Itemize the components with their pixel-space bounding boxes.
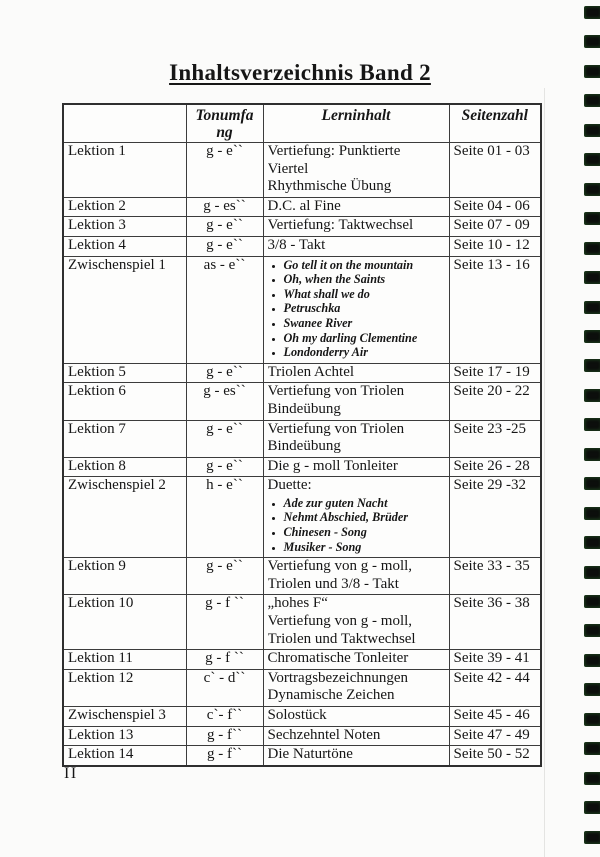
binding-hole	[584, 212, 600, 225]
table-row	[63, 236, 541, 256]
row-range: as - e``	[186, 256, 263, 363]
content-line: Vertiefung von Triolen	[267, 383, 405, 400]
row-label: Lektion 5	[63, 363, 186, 383]
row-range: g - es``	[186, 197, 263, 217]
table-row	[63, 363, 541, 383]
binding-hole	[584, 301, 600, 314]
table-row	[63, 650, 541, 670]
row-content	[263, 477, 449, 558]
content-line: Die Naturtöne	[267, 746, 353, 763]
row-label: Lektion 6	[63, 383, 186, 420]
song-item: • Ade zur guten Nacht	[284, 496, 446, 511]
content-line: Vertiefung von g - moll,	[267, 558, 413, 575]
content-line: D.C. al Fine	[267, 197, 341, 214]
row-content	[263, 726, 449, 746]
row-pages: Seite 04 - 06	[449, 197, 541, 217]
row-content	[263, 256, 449, 363]
row-label: Zwischenspiel 3	[63, 707, 186, 727]
binding-hole	[584, 683, 600, 696]
row-pages: Seite 50 - 52	[449, 746, 541, 766]
row-label: Lektion 10	[63, 595, 186, 650]
table-row	[63, 256, 541, 363]
row-label: Lektion 12	[63, 669, 186, 706]
table-row	[63, 669, 541, 706]
binding-hole	[584, 183, 600, 196]
row-pages: Seite 13 - 16	[449, 256, 541, 363]
row-pages: Seite 07 - 09	[449, 217, 541, 237]
row-range: g - e``	[186, 143, 263, 198]
binding-hole	[584, 654, 600, 667]
table-row	[63, 420, 541, 457]
content-line: Triolen und Taktwechsel	[267, 630, 416, 647]
page-edge-shadow	[544, 88, 545, 857]
row-range: g - f ``	[186, 595, 263, 650]
row-label: Lektion 3	[63, 217, 186, 237]
binding-hole	[584, 742, 600, 755]
row-label: Lektion 11	[63, 650, 186, 670]
content-line: Vertiefung: Taktwechsel	[267, 217, 414, 234]
row-content	[263, 383, 449, 420]
content-line: Triolen Achtel	[267, 363, 355, 380]
row-range: g - f``	[186, 726, 263, 746]
row-label: Lektion 13	[63, 726, 186, 746]
binding-hole	[584, 624, 600, 637]
table-header-row	[63, 104, 541, 143]
row-content	[263, 650, 449, 670]
content-line: Vertiefung: Punktierte	[267, 143, 401, 159]
table-row	[63, 726, 541, 746]
binding-hole	[584, 35, 600, 48]
row-range: g - e``	[186, 420, 263, 457]
binding-hole	[584, 772, 600, 785]
content-line: Rhythmische Übung	[267, 178, 392, 195]
binding-hole	[584, 448, 600, 461]
table-row	[63, 383, 541, 420]
row-range: g - e``	[186, 236, 263, 256]
header-empty	[63, 104, 186, 143]
row-pages: Seite 36 - 38	[449, 595, 541, 650]
song-item: • Go tell it on the mountain	[284, 258, 446, 273]
row-content	[263, 363, 449, 383]
row-range: c` - d``	[186, 669, 263, 706]
row-pages: Seite 17 - 19	[449, 363, 541, 383]
binding-hole	[584, 595, 600, 608]
binding-hole	[584, 94, 600, 107]
content-line: Bindeübung	[267, 400, 341, 417]
row-content	[263, 746, 449, 766]
song-item: • Petruschka	[284, 301, 446, 316]
binding-hole	[584, 801, 600, 814]
row-pages: Seite 45 - 46	[449, 707, 541, 727]
row-range: g - f``	[186, 746, 263, 766]
binding-hole	[584, 536, 600, 549]
row-label: Lektion 4	[63, 236, 186, 256]
content-line: Vortragsbezeichnungen	[267, 669, 409, 686]
content-line: 3/8 - Takt	[267, 236, 326, 253]
content-line: Triolen und 3/8 - Takt	[267, 575, 399, 592]
binding-hole	[584, 359, 600, 372]
row-range: g - e``	[186, 363, 263, 383]
toc-table	[62, 103, 542, 767]
row-pages: Seite 01 - 03	[449, 143, 541, 198]
song-list	[268, 496, 446, 554]
binding-hole	[584, 242, 600, 255]
song-item: • Musiker - Song	[284, 540, 446, 555]
binding-hole	[584, 153, 600, 166]
row-pages: Seite 10 - 12	[449, 236, 541, 256]
content-line: Dynamische Zeichen	[267, 687, 395, 704]
song-item: • Swanee River	[284, 316, 446, 331]
table-row	[63, 595, 541, 650]
row-content	[263, 197, 449, 217]
content-line: Vertiefung von g - moll,	[267, 613, 413, 630]
header-lerninhalt: Lerninhalt	[263, 104, 449, 143]
page-number: II	[64, 765, 78, 782]
row-content	[263, 457, 449, 477]
binding-hole	[584, 6, 600, 19]
content-line: Viertel	[267, 160, 309, 177]
row-range: g - e``	[186, 558, 263, 595]
song-item: • Londonderry Air	[284, 345, 446, 360]
binding-hole	[584, 831, 600, 844]
table-row	[63, 707, 541, 727]
row-range: h - e``	[186, 477, 263, 558]
header-seitenzahl: Seitenzahl	[449, 104, 541, 143]
row-pages: Seite 23 -25	[449, 420, 541, 457]
content-line: Bindeübung	[267, 438, 341, 455]
row-content	[263, 558, 449, 595]
binding-hole	[584, 330, 600, 343]
song-item: • Oh my darling Clementine	[284, 331, 446, 346]
row-content	[263, 669, 449, 706]
row-content	[263, 420, 449, 457]
content-line: Die g - moll Tonleiter	[267, 457, 398, 474]
binding-hole	[584, 124, 600, 137]
table-row	[63, 477, 541, 558]
row-pages: Seite 33 - 35	[449, 558, 541, 595]
row-label: Zwischenspiel 2	[63, 477, 186, 558]
song-list	[268, 258, 446, 360]
song-item: • Nehmt Abschied, Brüder	[284, 510, 446, 525]
song-item: • Chinesen - Song	[284, 525, 446, 540]
table-row	[63, 457, 541, 477]
row-label: Lektion 1	[63, 143, 186, 198]
row-range: c`- f``	[186, 707, 263, 727]
content-line: „hohes F“	[267, 595, 328, 612]
row-range: g - f ``	[186, 650, 263, 670]
row-label: Lektion 2	[63, 197, 186, 217]
row-range: g - es``	[186, 383, 263, 420]
song-item: • Oh, when the Saints	[284, 272, 446, 287]
toc-table-body	[63, 143, 541, 766]
content-line: Solostück	[267, 707, 327, 723]
row-pages: Seite 47 - 49	[449, 726, 541, 746]
row-content	[263, 236, 449, 256]
binding-hole	[584, 65, 600, 78]
table-row	[63, 197, 541, 217]
header-tonumfang: Tonumfang	[186, 104, 263, 143]
content-line: Sechzehntel Noten	[267, 726, 381, 743]
page-title: Inhaltsverzeichnis Band 2	[169, 60, 431, 85]
row-pages: Seite 26 - 28	[449, 457, 541, 477]
binding-hole	[584, 507, 600, 520]
binding-hole	[584, 389, 600, 402]
row-label: Zwischenspiel 1	[63, 256, 186, 363]
row-range: g - e``	[186, 457, 263, 477]
row-label: Lektion 14	[63, 746, 186, 766]
row-label: Lektion 9	[63, 558, 186, 595]
binding-hole	[584, 271, 600, 284]
binding-hole	[584, 477, 600, 490]
row-content	[263, 707, 449, 727]
song-item: • What shall we do	[284, 287, 446, 302]
content-line: Vertiefung von Triolen	[267, 420, 405, 437]
row-content	[263, 217, 449, 237]
table-row	[63, 217, 541, 237]
content-line: Duette:	[267, 477, 312, 494]
row-pages: Seite 20 - 22	[449, 383, 541, 420]
content-line: Chromatische Tonleiter	[267, 650, 409, 667]
binding-hole	[584, 713, 600, 726]
row-pages: Seite 39 - 41	[449, 650, 541, 670]
row-content	[263, 595, 449, 650]
table-row	[63, 558, 541, 595]
row-pages: Seite 42 - 44	[449, 669, 541, 706]
row-content	[263, 143, 449, 198]
row-label: Lektion 8	[63, 457, 186, 477]
table-row	[63, 143, 541, 198]
binding-hole	[584, 418, 600, 431]
binding-hole	[584, 566, 600, 579]
row-pages: Seite 29 -32	[449, 477, 541, 558]
row-range: g - e``	[186, 217, 263, 237]
table-row	[63, 746, 541, 766]
row-label: Lektion 7	[63, 420, 186, 457]
